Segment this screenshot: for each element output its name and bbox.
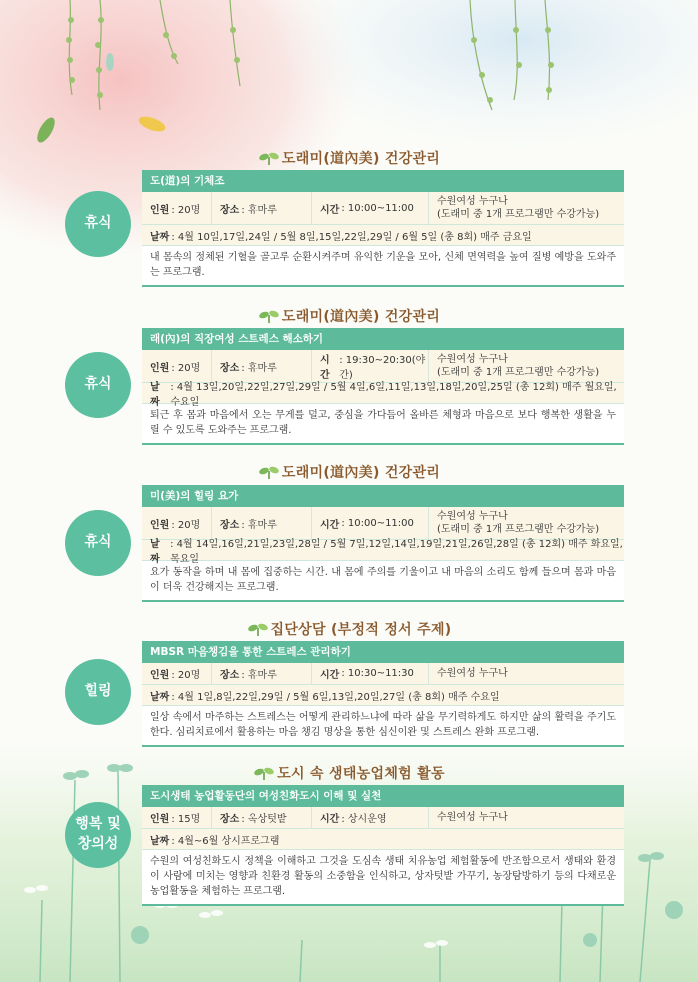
place-value: : 옥상텃밭 [241, 814, 287, 825]
target-cell [429, 663, 624, 684]
date-row [142, 225, 624, 246]
sprout-icon [258, 465, 280, 479]
time-value: : 10:30~11:30 [341, 668, 414, 679]
program-description: 퇴근 후 몸과 마음에서 오는 무게를 덜고, 중심을 가다듬어 올바른 체형과 마음으로 보다 행복한 생활을 누릴 수 있도록 도와주는 프로그램. [142, 404, 624, 445]
place-value: : 휴마루 [241, 204, 277, 216]
program-name: 미(美)의 힐링 요가 [142, 485, 624, 507]
date-label: 날짜 [150, 835, 170, 847]
people-label: 인원 [150, 519, 170, 531]
date-value: : 4월 1일,8일,22일,29일 / 5월 6일,13일,20일,27일 (총 8회) 매주 수요일 [171, 691, 500, 703]
place-label: 장소 [220, 519, 240, 531]
date-label: 날짜 [150, 691, 170, 703]
place-label: 장소 [220, 362, 240, 374]
place-label: 장소 [220, 204, 240, 216]
date-value: : 4월 14일,16일,21일,23일,28일 / 5월 7일,12일,14일,19일,21일,26일,28일 (총 12회) 매주 화요일, 목요일 [170, 539, 623, 565]
time-label: 시간 [320, 670, 340, 681]
program-name: 도(道)의 기체조 [142, 170, 624, 192]
place-cell [212, 192, 312, 224]
program-card [142, 485, 624, 602]
section-title [0, 306, 698, 326]
category-badge [65, 191, 131, 257]
time-label: 시간 [320, 519, 340, 531]
time-cell [312, 807, 429, 828]
target-value: 수원여성 누구나 [437, 511, 508, 522]
date-label: 날짜 [150, 382, 160, 408]
people-value: : 20명 [171, 362, 201, 374]
section-title-text: 집단상담 (부정적 정서 주제) [270, 622, 452, 638]
info-row [142, 192, 624, 225]
time-value: : 상시운영 [341, 814, 387, 825]
category-badge-label: 힐링 [84, 683, 112, 700]
time-value: : 10:00~11:00 [341, 202, 414, 214]
section-title [0, 148, 698, 168]
section-title-text: 도시 속 생태농업체험 활동 [277, 766, 445, 782]
time-label: 시간 [320, 814, 340, 825]
date-row [142, 539, 624, 565]
time-label: 시간 [320, 204, 340, 216]
target-value: 수원여성 누구나 [437, 196, 508, 207]
program-name: 래(內)의 직장여성 스트레스 해소하기 [142, 328, 624, 350]
date-value: : 4월 13일,20일,22일,27일,29일 / 5월 4일,6일,11일,13일,18일,20일,25일 (총 12회) 매주 월요일, 수요일 [170, 382, 617, 408]
people-value: : 20명 [171, 670, 201, 681]
target-value: 수원여성 누구나 [437, 812, 508, 823]
target-cell [429, 807, 624, 828]
target-value: 수원여성 누구나 [437, 668, 508, 679]
date-label: 날짜 [150, 231, 170, 243]
people-cell [142, 192, 212, 224]
time-cell [312, 192, 429, 224]
category-badge [65, 802, 131, 868]
sprout-icon [253, 766, 275, 780]
date-value: : 4월 10일,17일,24일 / 5월 8일,15일,22일,29일 / 6월 5일 (총 8회) 매주 금요일 [171, 231, 532, 243]
target-note: (도래미 중 1개 프로그램만 수강가능) [437, 367, 600, 378]
date-row [142, 685, 624, 706]
date-row [142, 829, 624, 850]
target-note: (도래미 중 1개 프로그램만 수강가능) [437, 209, 600, 220]
program-card [142, 785, 624, 906]
section-title-text: 도래미(道內美) 건강관리 [281, 151, 441, 167]
people-label: 인원 [150, 814, 170, 825]
program-description: 수원의 여성친화도시 정책을 이해하고 그것을 도심속 생태 치유농업 체험활동에 반조함으로서 생태와 환경이 사람에 미치는 영향과 친환경 활동의 소중함을 인식하고, 상자텃밭 가꾸기, 농장탐방하기 등의 다채로운 농업활동을 체험하는 프로그램. [142, 850, 624, 906]
time-value: : 19:30~20:30(야간) [339, 355, 426, 381]
place-value: : 휴마루 [241, 670, 277, 681]
people-label: 인원 [150, 204, 170, 216]
people-label: 인원 [150, 362, 170, 374]
info-row [142, 663, 624, 685]
category-badge [65, 659, 131, 725]
program-description: 요가 동작을 하며 내 몸에 집중하는 시간. 내 몸에 주의를 기울이고 내 마음의 소리도 함께 들으며 몸과 마음이 더욱 건강해지는 프로그램. [142, 561, 624, 602]
section-title [0, 763, 698, 783]
section-title-text: 도래미(道內美) 건강관리 [281, 465, 441, 481]
sprout-icon [258, 151, 280, 165]
date-label: 날짜 [150, 539, 160, 565]
people-value: : 20명 [171, 204, 201, 216]
program-name: MBSR 마음챙김을 통한 스트레스 관리하기 [142, 641, 624, 663]
place-label: 장소 [220, 814, 240, 825]
target-note: (도래미 중 1개 프로그램만 수강가능) [437, 524, 600, 535]
category-badge-label: 휴식 [84, 215, 112, 232]
people-value: : 20명 [171, 519, 201, 531]
place-value: : 휴마루 [241, 519, 277, 531]
time-cell [312, 663, 429, 684]
category-badge [65, 352, 131, 418]
program-description: 내 몸속의 정체된 기혈을 골고루 순환시켜주며 유익한 기운을 모아, 신체 면역력을 높여 질병 예방을 도와주는 프로그램. [142, 246, 624, 287]
sprout-icon [247, 622, 269, 636]
category-badge [65, 510, 131, 576]
people-value: : 15명 [171, 814, 201, 825]
info-row [142, 807, 624, 829]
category-badge-label: 휴식 [84, 376, 112, 393]
place-cell [212, 807, 312, 828]
program-card [142, 641, 624, 747]
date-value: : 4월~6월 상시프로그램 [171, 835, 280, 847]
people-cell [142, 807, 212, 828]
place-label: 장소 [220, 670, 240, 681]
program-card [142, 328, 624, 445]
category-badge-label: 휴식 [84, 534, 112, 551]
place-value: : 휴마루 [241, 362, 277, 374]
program-name: 도시생태 농업활동단의 여성친화도시 이해 및 실천 [142, 785, 624, 807]
people-label: 인원 [150, 670, 170, 681]
section-title-text: 도래미(道內美) 건강관리 [281, 309, 441, 325]
category-badge-label: 행복 및 창의성 [75, 816, 121, 852]
time-label: 시간 [320, 355, 330, 381]
target-value: 수원여성 누구나 [437, 354, 508, 365]
section-title [0, 619, 698, 639]
section-title [0, 462, 698, 482]
place-cell [212, 663, 312, 684]
date-row [142, 382, 624, 408]
program-card [142, 170, 624, 287]
sprout-icon [258, 309, 280, 323]
people-cell [142, 663, 212, 684]
program-description: 일상 속에서 마주하는 스트레스는 어떻게 관리하느냐에 따라 삶을 무기력하게도 하지만 삶의 활력을 주기도 한다. 심리치료에서 활용하는 마음 챙김 명상을 통한 심신이완 및 스트레스 완화 프로그램. [142, 706, 624, 747]
time-value: : 10:00~11:00 [341, 517, 414, 529]
target-cell [429, 192, 624, 224]
